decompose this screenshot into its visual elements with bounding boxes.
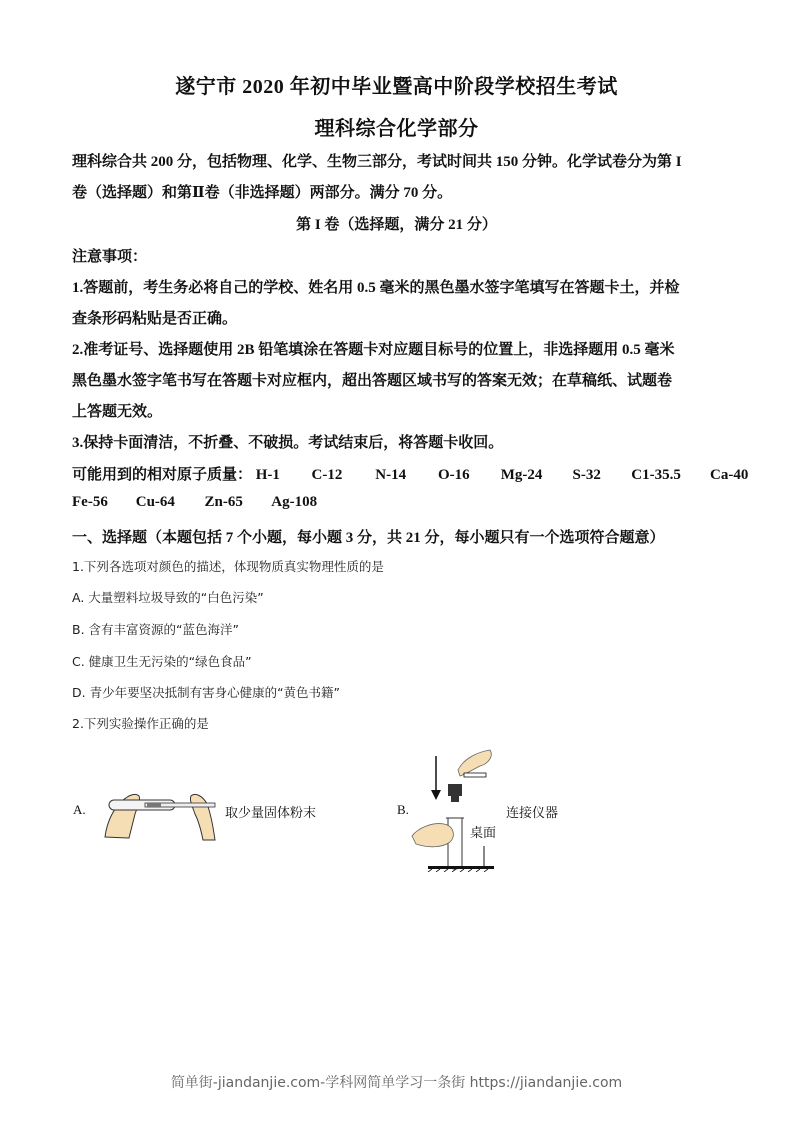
- footer-watermark: 简单街-jiandanjie.com-学科网简单学习一条街 https://jiandanjie.com: [170, 1075, 623, 1091]
- intro-line-1: 理科综合共 200 分，包括物理、化学、生物三部分，考试时间共 150 分钟。化学试卷分为第 I: [72, 154, 682, 170]
- question-1-option-d: D. 青少年要坚决抵制有害身心健康的“黄色书籍”: [72, 685, 341, 700]
- atomic-mass: S-32: [572, 467, 601, 483]
- section-heading: 第 I 卷（选择题，满分 21 分）: [296, 217, 497, 233]
- notice-3: 3.保持卡面清洁，不折叠、不破损。考试结束后，将答题卡收回。: [72, 435, 504, 451]
- atomic-mass: Zn-65: [204, 494, 243, 510]
- atomic-mass: Ag-108: [271, 494, 318, 510]
- hands-test-tube-illustration: [95, 782, 225, 842]
- question-2-option-a-label: A.: [73, 802, 86, 817]
- exam-title: 遂宁市 2020 年初中毕业暨高中阶段学校招生考试: [175, 76, 618, 98]
- atomic-mass: H-1: [255, 467, 280, 483]
- atomic-mass: C-12: [311, 467, 343, 483]
- atomic-mass: C1-35.5: [631, 467, 681, 483]
- notice-2-line-1: 2.准考证号、选择题使用 2B 铅笔填涂在答题卡对应题目标号的位置上，非选择题用 0.5 毫米: [72, 342, 675, 358]
- atomic-mass-label: 可能用到的相对原子质量：: [72, 467, 253, 483]
- atomic-mass: Cu-64: [135, 494, 175, 510]
- question-2-option-b-label: B.: [397, 802, 409, 817]
- notice-1-line-1: 1.答题前，考生务必将自己的学校、姓名用 0.5 毫米的黑色墨水签字笔填写在答题卡土，并检: [72, 280, 680, 296]
- question-1-option-c: C. 健康卫生无污染的“绿色食品”: [72, 654, 252, 669]
- part-one-heading: 一、选择题（本题包括 7 个小题，每小题 3 分，共 21 分，每小题只有一个选项符合题意）: [72, 530, 665, 546]
- question-2-option-b-caption: 连接仪器: [506, 806, 559, 821]
- atomic-mass: N-14: [375, 467, 407, 483]
- question-1-stem: 1.下列各选项对颜色的描述，体现物质真实物理性质的是: [72, 559, 384, 574]
- atomic-masses-line-1: [72, 463, 748, 484]
- notice-2-line-3: 上答题无效。: [72, 404, 163, 420]
- atomic-mass: O-16: [438, 467, 470, 483]
- question-1-option-b: B. 含有丰富资源的“蓝色海洋”: [72, 622, 239, 637]
- table-surface-label: 桌面: [470, 826, 497, 841]
- question-1-option-a: A. 大量塑料垃圾导致的“白色污染”: [72, 590, 264, 605]
- notice-heading: 注意事项：: [72, 249, 148, 265]
- atomic-mass: Ca-40: [710, 467, 749, 483]
- atomic-mass: Mg-24: [500, 467, 543, 483]
- intro-line-2: 卷（选择题）和第Ⅱ卷（非选择题）两部分。满分 70 分。: [72, 185, 453, 201]
- exam-subtitle: 理科综合化学部分: [314, 118, 479, 140]
- notice-1-line-2: 查条形码粘贴是否正确。: [72, 311, 238, 327]
- question-2-option-a-caption: 取少量固体粉末: [225, 805, 317, 820]
- atomic-masses-line-2: [72, 494, 317, 511]
- atomic-mass: Fe-56: [72, 494, 108, 510]
- question-2-stem: 2.下列实验操作正确的是: [72, 716, 209, 731]
- stopper-test-tube-illustration: [408, 748, 508, 872]
- notice-2-line-2: 黑色墨水签字笔书写在答题卡对应框内，超出答题区域书写的答案无效；在草稿纸、试题卷: [72, 373, 673, 389]
